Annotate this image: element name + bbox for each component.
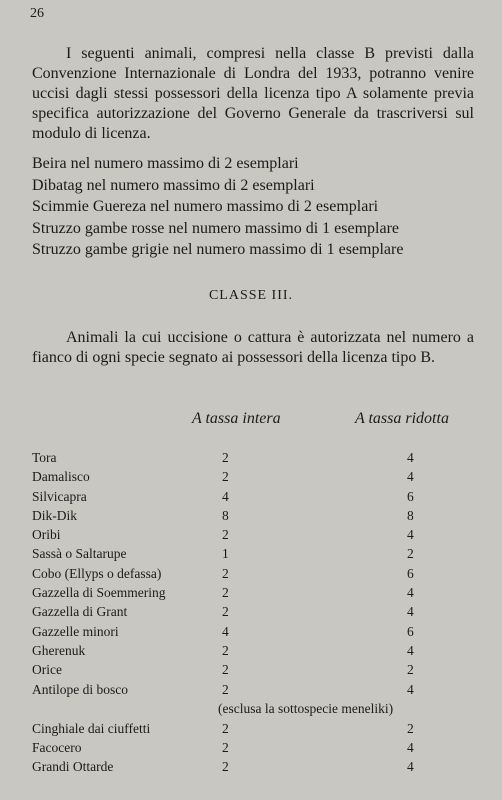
full-tax-count: 2 [222,527,229,543]
class-b-item: Beira nel numero massimo di 2 esemplari [32,155,299,172]
full-tax-count: 2 [222,450,229,465]
species-name: Oribi [32,527,61,543]
row-note: (esclusa la sottospecie meneliki) [218,700,394,716]
table-row [32,643,477,662]
table-row [32,624,477,643]
reduced-tax-count: 4 [407,604,414,620]
species-name: Silvicapra [32,488,87,504]
table-row [32,682,477,701]
species-name: Orice [32,662,62,678]
table-row [32,604,477,623]
species-name: Tora [32,450,57,465]
full-tax-count: 2 [222,469,229,485]
column-header-full: A tassa intera [192,410,281,427]
reduced-tax-count: 2 [407,546,414,562]
reduced-tax-count: 6 [407,565,414,581]
species-name: Gazzella di Grant [32,604,128,620]
table-row [32,759,477,778]
full-tax-count: 2 [222,604,229,620]
class-b-item: Scimmie Guereza nel numero massimo di 2 esemplari [32,198,379,215]
full-tax-count: 2 [222,681,229,697]
full-tax-count: 2 [222,720,229,736]
reduced-tax-count: 8 [407,507,414,523]
full-tax-count: 2 [222,565,229,581]
reduced-tax-count: 4 [407,469,414,485]
reduced-tax-count: 4 [407,681,414,697]
table-row [32,469,477,488]
table-row [32,740,477,759]
intro-text: I seguenti animali, compresi nella classe B previsti dalla Convenzione Internazionale di Londra del 1933, potranno venire uccisi dagli stessi possessori della licenza tipo A solamente previa specifica autorizzazione del Governo Generale da trascriversi sul modulo di licenza. [32,45,474,142]
class-b-list [32,153,477,261]
species-name: Facocero [32,740,82,756]
species-name: Gazzelle minori [32,623,119,639]
species-name: Damalisco [32,469,90,485]
reduced-tax-count: 6 [407,623,414,639]
section-intro-text: Animali la cui uccisione o cattura è autorizzata nel numero a fianco di ogni specie segnato ai possessori della licenza tipo B. [32,329,474,366]
section-intro-paragraph [32,328,474,368]
table-row [32,585,477,604]
table-row [32,527,477,546]
species-name: Grandi Ottarde [32,759,114,775]
species-table [32,450,477,779]
table-row [32,450,477,469]
full-tax-count: 1 [222,546,229,562]
class-b-item: Struzzo gambe rosse nel numero massimo di 1 esemplare [32,219,400,237]
reduced-tax-count: 4 [407,585,414,601]
species-name: Dik-Dik [32,507,77,523]
table-row [32,721,477,740]
full-tax-count: 2 [222,740,229,756]
table-row [32,546,477,565]
full-tax-count: 8 [222,507,229,523]
species-name: Antilope di bosco [32,681,128,697]
full-tax-count: 4 [222,623,229,639]
species-name: Gazzella di Soemmering [32,585,166,601]
reduced-tax-count: 4 [407,527,414,543]
reduced-tax-count: 4 [407,759,414,775]
intro-paragraph [32,44,474,144]
class-b-item: Dibatag nel numero massimo di 2 esemplari [32,176,315,194]
full-tax-count: 4 [222,488,229,504]
table-row [32,489,477,508]
class-b-item: Struzzo gambe grigie nel numero massimo di 1 esemplare [32,241,404,258]
full-tax-count: 2 [222,585,229,601]
table-note-row [32,701,477,721]
reduced-tax-count: 2 [407,720,414,736]
species-name: Cinghiale dai ciuffetti [32,720,151,736]
section-title: CLASSE III. [208,288,294,303]
column-header-reduced: A tassa ridotta [355,410,449,427]
table-row [32,566,477,585]
reduced-tax-count: 2 [407,662,414,678]
reduced-tax-count: 4 [407,450,414,465]
page-number: 26 [30,6,44,21]
species-name: Gherenuk [32,642,86,658]
reduced-tax-count: 4 [407,740,414,756]
table-row [32,508,477,527]
species-name: Cobo (Ellyps o defassa) [32,565,162,581]
reduced-tax-count: 4 [407,642,414,658]
reduced-tax-count: 6 [407,488,414,504]
table-row [32,662,477,681]
full-tax-count: 2 [222,642,229,658]
full-tax-count: 2 [222,759,229,775]
full-tax-count: 2 [222,662,229,678]
species-name: Sassà o Saltarupe [32,546,127,562]
